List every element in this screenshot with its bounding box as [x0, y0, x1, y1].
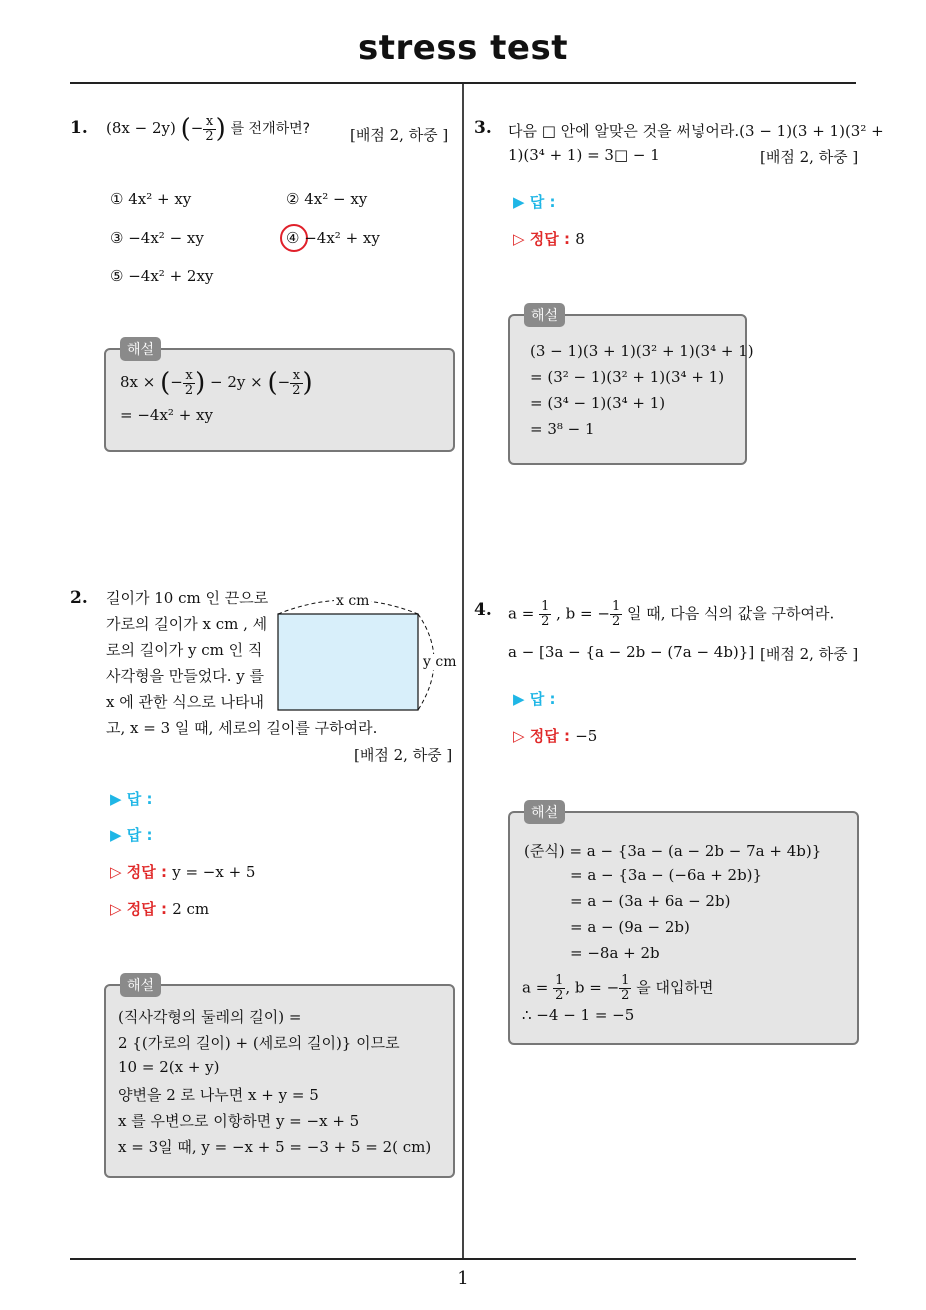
solution-line: (직사각형의 둘레의 길이) =	[118, 1008, 302, 1026]
correct-answer: ▷ 정답 : 2 cm	[110, 900, 210, 918]
question-2-score: [배점 2, 하중 ]	[354, 746, 453, 764]
question-4-number: 4.	[474, 600, 492, 620]
question-3-text-line: 다음 □ 안에 알맞은 것을 써넣어라.(3 − 1)(3 + 1)(3² +	[508, 122, 884, 140]
solution-tag: 해설	[524, 303, 565, 327]
solution-line: 10 = 2(x + y)	[118, 1058, 220, 1076]
question-3-number: 3.	[474, 118, 492, 138]
question-1-score: [배점 2, 하중 ]	[350, 126, 449, 144]
answer-blank[interactable]: ▶ 답 :	[110, 826, 153, 844]
question-4-text-line: a = $\frac{1}{2}$ , b = − $\frac{1}{2}$ 일 때, 다음 식의 값을 구하여라.	[508, 599, 835, 629]
solution-line: = (3⁴ − 1)(3⁴ + 1)	[530, 394, 666, 412]
solution-line: x = 3일 때, y = −x + 5 = −3 + 5 = 2( cm)	[118, 1138, 432, 1156]
solution-tag: 해설	[120, 973, 161, 997]
solution-line: = −8a + 2b	[570, 944, 660, 962]
figure-label-width: x cm	[336, 593, 370, 609]
question-2-text-line: 가로의 길이가 x cm , 세	[106, 615, 268, 633]
page-number: 1	[457, 1268, 469, 1289]
solution-line: = −4x² + xy	[120, 406, 213, 424]
solution-line: 2 {(가로의 길이) + (세로의 길이)} 이므로	[118, 1034, 400, 1052]
solution-line: = a − (3a + 6a − 2b)	[570, 892, 731, 910]
solution-line: = a − (9a − 2b)	[570, 918, 690, 936]
question-2-text-line: 고, x = 3 일 때, 세로의 길이를 구하여라.	[106, 719, 378, 737]
solution-line: 양변을 2 로 나누면 x + y = 5	[118, 1086, 319, 1104]
solution-line: ∴ −4 − 1 = −5	[522, 1006, 635, 1024]
solution-line: = 3⁸ − 1	[530, 420, 595, 438]
answer-blank[interactable]: ▶ 답 :	[513, 690, 556, 708]
solution-line: 8x × (− $\frac{x}{2}$ ) − 2y × (− $\frac{x}{2}$ )	[120, 367, 313, 398]
question-2-text-line: 사각형을 만들었다. y 를	[106, 667, 264, 685]
choice-4[interactable]: ④ −4x² + xy	[286, 229, 380, 247]
answer-blank[interactable]: ▶ 답 :	[110, 790, 153, 808]
choice-3[interactable]: ③ −4x² − xy	[110, 229, 204, 247]
solution-tag: 해설	[120, 337, 161, 361]
solution-line: = (3² − 1)(3² + 1)(3⁴ + 1)	[530, 368, 725, 386]
solution-line: = a − {3a − (−6a + 2b)}	[570, 866, 763, 884]
column-divider	[462, 84, 464, 1259]
footer-divider	[70, 1258, 856, 1260]
question-4-text-line: a − [3a − {a − 2b − (7a − 4b)}]	[508, 643, 755, 661]
question-3-score: [배점 2, 하중 ]	[760, 148, 859, 166]
choice-1[interactable]: ① 4x² + xy	[110, 190, 192, 208]
question-2-number: 2.	[70, 588, 88, 608]
choice-2[interactable]: ② 4x² − xy	[286, 190, 368, 208]
solution-tag: 해설	[524, 800, 565, 824]
question-2-text-line: x 에 관한 식으로 나타내	[106, 693, 264, 711]
question-1-number: 1.	[70, 118, 88, 138]
question-3-text-line: 1)(3⁴ + 1) = 3□ − 1	[508, 146, 660, 164]
question-3-solution-box	[508, 314, 747, 465]
figure-label-height: y cm	[423, 654, 457, 670]
question-1-stem: (8x − 2y) (− $\frac{x}{2}$ ) 를 전개하면?	[106, 113, 311, 144]
fraction: $\frac{x}{2}$	[205, 113, 214, 144]
correct-answer: ▷ 정답 : 8	[513, 230, 585, 248]
solution-line: x 를 우변으로 이항하면 y = −x + 5	[118, 1112, 360, 1130]
solution-line: (3 − 1)(3 + 1)(3² + 1)(3⁴ + 1)	[530, 342, 754, 360]
question-4-score: [배점 2, 하중 ]	[760, 645, 859, 663]
correct-answer: ▷ 정답 : −5	[513, 727, 598, 745]
correct-answer: ▷ 정답 : y = −x + 5	[110, 863, 256, 881]
choice-5[interactable]: ⑤ −4x² + 2xy	[110, 267, 214, 285]
solution-line: (준식) = a − {3a − (a − 2b − 7a + 4b)}	[524, 842, 822, 860]
solution-line: a = $\frac{1}{2}$ , b = − $\frac{1}{2}$ 을 대입하면	[522, 973, 714, 1003]
question-2-text-line: 로의 길이가 y cm 인 직	[106, 641, 263, 659]
page-title: stress test	[358, 28, 568, 68]
question-2-text-line: 길이가 10 cm 인 끈으로	[106, 589, 269, 607]
question-1-solution-box	[104, 348, 455, 452]
answer-blank[interactable]: ▶ 답 :	[513, 193, 556, 211]
